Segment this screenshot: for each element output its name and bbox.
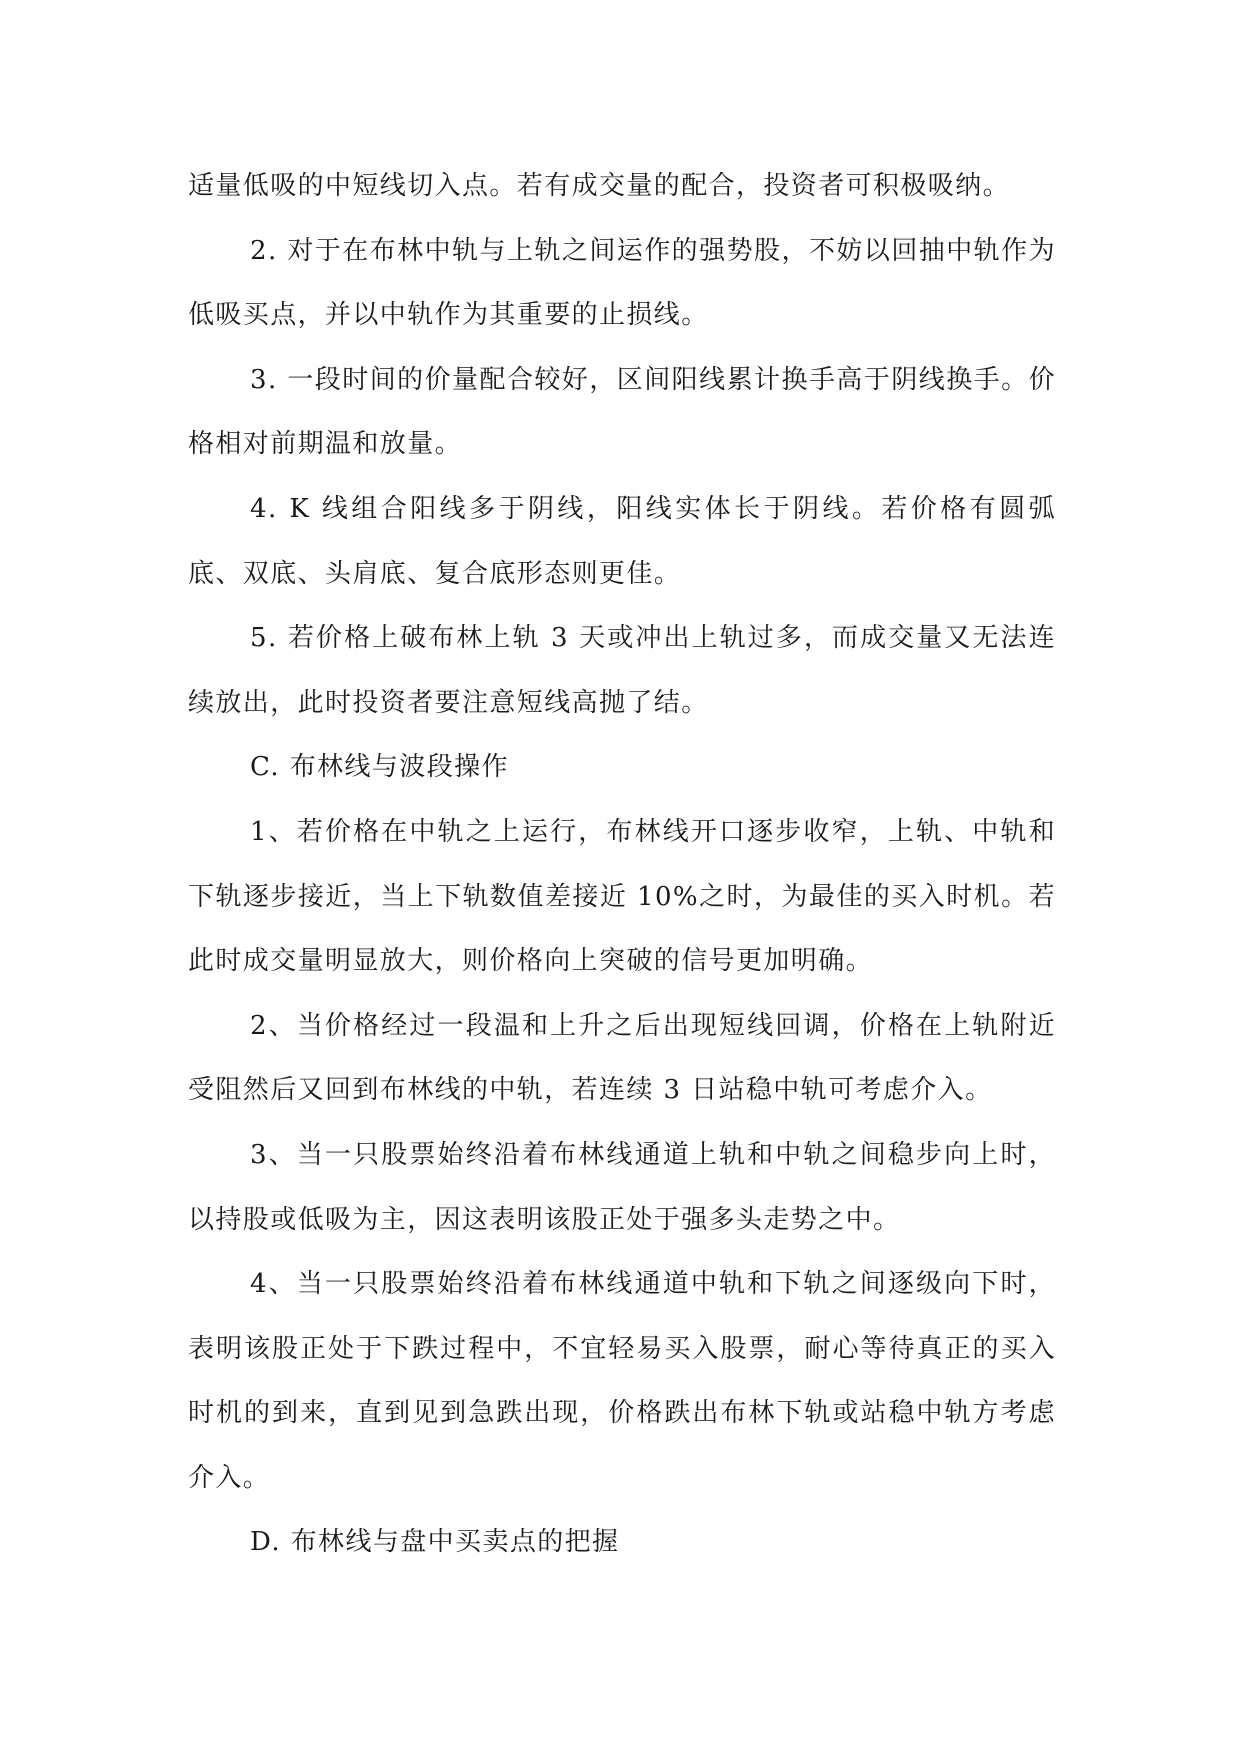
paragraph-continuation: 适量低吸的中短线切入点。若有成交量的配合，投资者可积极吸纳。: [188, 171, 1011, 201]
paragraph-item-2: 2. 对于在布林中轨与上轨之间运作的强势股，不妨以回抽中轨作为低吸买点，并以中轨作为其重要的止损线。: [188, 235, 1056, 331]
paragraph-c-4: 4、当一只股票始终沿着布林线通道中轨和下轨之间逐级向下时，表明该股正处于下跌过程中，不宜轻易买入股票，耐心等待真正的买入时机的到来，直到见到急跌出现，价格跌出布林下轨或站稳中轨方考虑介入。: [188, 1269, 1056, 1493]
paragraph-item-5: 5. 若价格上破布林上轨 3 天或冲出上轨过多，而成交量又无法连续放出，此时投资者要注意短线高抛了结。: [188, 623, 1056, 718]
paragraph-c-3: 3、当一只股票始终沿着布林线通道上轨和中轨之间稳步向上时，以持股或低吸为主，因这表明该股正处于强多头走势之中。: [188, 1139, 1056, 1235]
paragraph-c-2: 2、当价格经过一段温和上升之后出现短线回调，价格在上轨附近受阻然后又回到布林线的中轨，若连续 3 日站稳中轨可考虑介入。: [188, 1010, 1056, 1106]
section-heading-d: D. 布林线与盘中买卖点的把握: [250, 1527, 620, 1558]
paragraph-item-3: 3. 一段时间的价量配合较好，区间阳线累计换手高于阴线换手。价格相对前期温和放量。: [188, 364, 1056, 460]
section-heading-c: C. 布林线与波段操作: [250, 752, 509, 783]
paragraph-c-1: 1、若价格在中轨之上运行，布林线开口逐步收窄，上轨、中轨和下轨逐步接近，当上下轨数值差接近 10%之时，为最佳的买入时机。若此时成交量明显放大，则价格向上突破的信号更加明确。: [188, 816, 1056, 977]
body-text: [188, 154, 1056, 1575]
paragraph-item-4: 4. K 线组合阳线多于阴线，阳线实体长于阴线。若价格有圆弧底、双底、头肩底、复合底形态则更佳。: [188, 493, 1056, 589]
